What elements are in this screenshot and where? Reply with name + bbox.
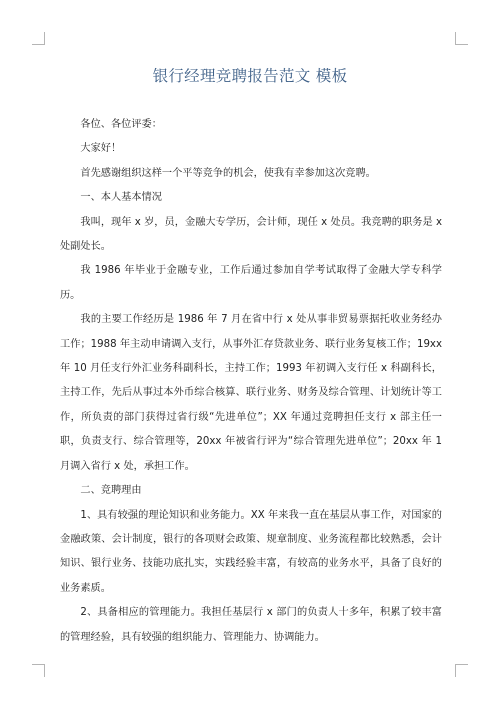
crop-mark-top-right: [455, 32, 468, 45]
salutation: 各位、各位评委：: [80, 119, 162, 130]
paragraph-education: 我 1986 年毕业于金融专业，工作后通过参加自学考试取得了金融大学专科学历。: [60, 265, 442, 301]
crop-mark-bottom-right: [455, 664, 468, 677]
paragraph-work-history: 我的主要工作经历是 1986 年 7 月在省中行 x 处从事非贸易票据托收业务经办工作；1988 年主动申请调入支行，从事外汇存贷款业务、联行业务复核工作；19xx 年 10 月任支行外汇业务科副科长，主持工作；1993 年初调入支行任 x 科副科长，主持工作，先后从事过本外币综合核算、联行业务、财务及综合管理、计划统计等工作，所负责的部门获得过省行级“先进单位”；XX 年通过竞聘担任支行 x 部主任一职，负责支行、综合管理等，20xx 年被省行评为“综合管理先进单位”；20xx 年 1 月调入省行 x 处，承担工作。: [60, 314, 442, 472]
opening-paragraph: 首先感谢组织这样一个平等竞争的机会，使我有幸参加这次竞聘。: [80, 167, 376, 179]
document-body: [60, 113, 442, 650]
paragraph-reason-2: 2、具备相应的管理能力。我担任基层行 x 部门的负责人十多年，积累了较丰富的管理经验，具有较强的组织能力、管理能力、协调能力。: [60, 607, 442, 643]
paragraph-reason-1: 1、具有较强的理论知识和业务能力。XX 年来我一直在基层从事工作，对国家的金融政策、会计制度，银行的各项财会政策、规章制度、业务流程都比较熟悉，会计知识、银行业务、技能功底扎实，实践经验丰富，有较高的业务水平，具备了良好的业务素质。: [60, 509, 442, 594]
crop-mark-top-left: [32, 32, 45, 45]
section-heading-reasons: 二、竞聘理由: [80, 485, 142, 497]
paragraph-intro: 我叫，现年 x 岁，员，金融大专学历，会计师，现任 x 处员。我竞聘的职务是 x 处副处长。: [60, 216, 442, 253]
document-title: 银行经理竞聘报告范文 模板: [152, 67, 348, 85]
section-heading-basic-info: 一、本人基本情况: [80, 192, 162, 204]
crop-mark-bottom-left: [32, 664, 45, 677]
greeting: 大家好！: [80, 143, 122, 155]
